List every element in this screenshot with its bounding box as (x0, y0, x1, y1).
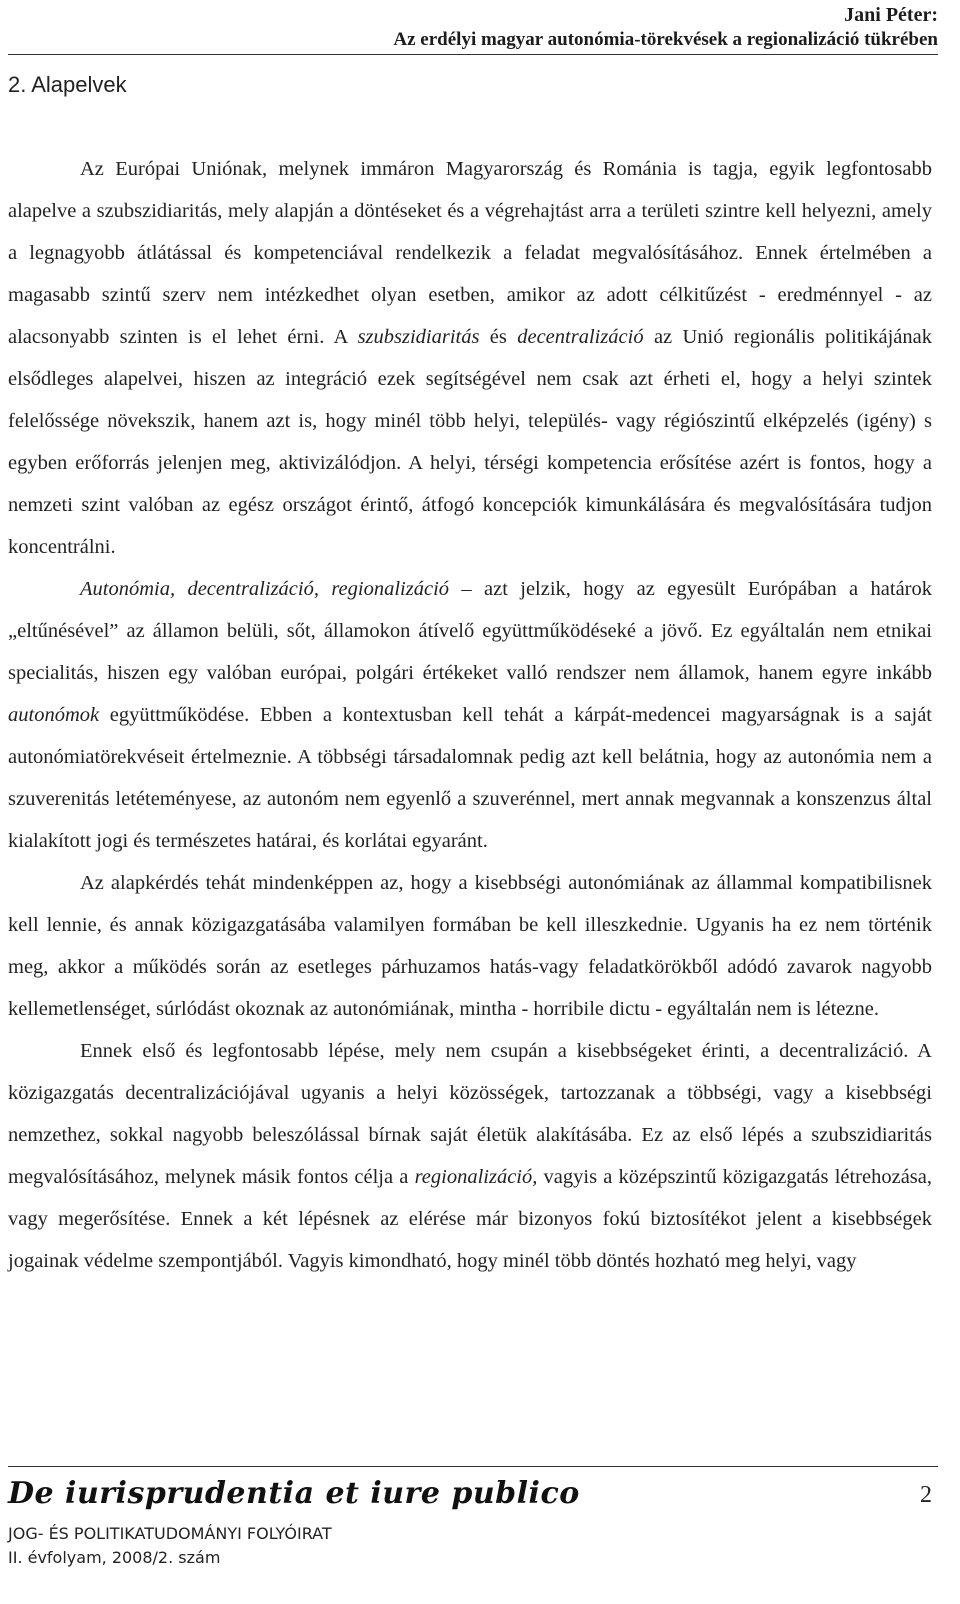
italic-run: regionalizáció, (414, 1166, 538, 1188)
journal-subtitle: JOG- ÉS POLITIKATUDOMÁNYI FOLYÓIRAT (8, 1524, 332, 1543)
journal-info (8, 1522, 332, 1570)
text-run: és (479, 326, 518, 348)
italic-run: autonómok (8, 704, 100, 726)
paragraph (8, 1030, 932, 1282)
header-title: Az erdélyi magyar autonómia-törekvések a regionalizáció tükrében (393, 29, 938, 50)
paragraph (8, 148, 932, 568)
text-run: együttműködése. Ebben a kontextusban kell tehát a kárpát-medencei magyarságnak is a saját autonómiatörekvéseit értelmeznie. A többségi társadalomnak pedig azt kell belátnia, hogy az autonómia nem a szuverenitás letéteményese, az autonóm nem egyenlő a szuverénnel, mert annak megvannak a konszenzus által kialakított jogi és természetes határai, és korlátai egyaránt. (8, 704, 932, 852)
paragraph (8, 568, 932, 862)
text-run: – azt jelzik, hogy az egyesült Európában a határok „eltűnésével” az államon belüli, sőt, államokon átívelő együttműködéseké a jövő. Ez egyáltalán nem etnikai specialitás, hiszen egy valóban európai, polgári értékeket valló rendszer nem államok, hanem egyre inkább (8, 578, 932, 684)
text-run: Az alapkérdés tehát mindenképpen az, hogy a kisebbségi autonómiának az állammal kompatibilisnek kell lennie, és annak közigazgatásába valamilyen formában be kell illeszkednie. Ugyanis ha ez nem történik meg, akkor a működés során az esetleges párhuzamos hatás-vagy feladatkörökből adódó zavarok nagyobb kellemetlenséget, súrlódást okoznak az autonómiának, mintha - horribile dictu - egyáltalán nem is létezne. (8, 872, 932, 1020)
header-author: Jani Péter: (844, 4, 938, 26)
running-header (393, 0, 938, 52)
journal-volume: II. évfolyam, 2008/2. szám (8, 1548, 221, 1567)
page-number: 2 (920, 1482, 932, 1508)
text-run: Az Európai Uniónak, melynek immáron Magyarország és Románia is tagja, egyik legfontosabb alapelve a szubszidiaritás, mely alapján a döntéseket és a végrehajtást arra a területi szintre kell helyezni, amely a legnagyobb átlátással és kompetenciával rendelkezik a feladat megvalósításához. Ennek értelmében a magasabb szintű szerv nem intézkedhet olyan esetben, amikor az adott célkitűzést - eredménnyel - az alacsonyabb szinten is el lehet érni. A (8, 158, 932, 348)
text-run: vagyis a középszintű közigazgatás létrehozása, vagy megerősítése. Ennek a két lépésnek az elérése már bizonyos fokú biztosítékot jelent a kisebbségek jogainak védelme szempontjából. Vagyis kimondható, hogy minél több döntés hozható meg helyi, vagy (8, 1166, 933, 1272)
italic-run: Autonómia, decentralizáció, regionalizáció (80, 578, 450, 600)
italic-run: decentralizáció (517, 326, 644, 348)
body-text (8, 148, 932, 1282)
text-run: az Unió regionális politikájának elsődleges alapelvei, hiszen az integráció ezek segítségével nem csak azt érheti el, hogy a helyi szintek felelőssége növekszik, hanem azt is, hogy minél több helyi, település- vagy régiószintű elképzelés (igény) s egyben erőforrás jelenjen meg, aktivizálódjon. A helyi, térségi kompetencia erősítése azért is fontos, hogy a nemzeti szint valóban az egész országot érintő, átfogó koncepciók kimunkálására és megvalósítására tudjon koncentrálni. (8, 326, 933, 558)
section-heading: 2. Alapelvek (8, 72, 127, 97)
paragraph (8, 862, 932, 1030)
header-divider (8, 54, 938, 55)
italic-run: szubszidiaritás (357, 326, 480, 348)
journal-name: De iurisprudentia et iure publico (8, 1476, 580, 1511)
text-run: Ennek első és legfontosabb lépése, mely nem csupán a kisebbségeket érinti, a decentralizáció. A közigazgatás decentralizációjával ugyanis a helyi közösségek, tartozzanak a többségi, vagy a kisebbségi nemzethez, sokkal nagyobb beleszólással bírnak saját életük alakításába. Ez az első lépés a szubszidiaritás megvalósításához, melynek másik fontos célja a (8, 1040, 932, 1188)
footer-divider (8, 1466, 938, 1467)
